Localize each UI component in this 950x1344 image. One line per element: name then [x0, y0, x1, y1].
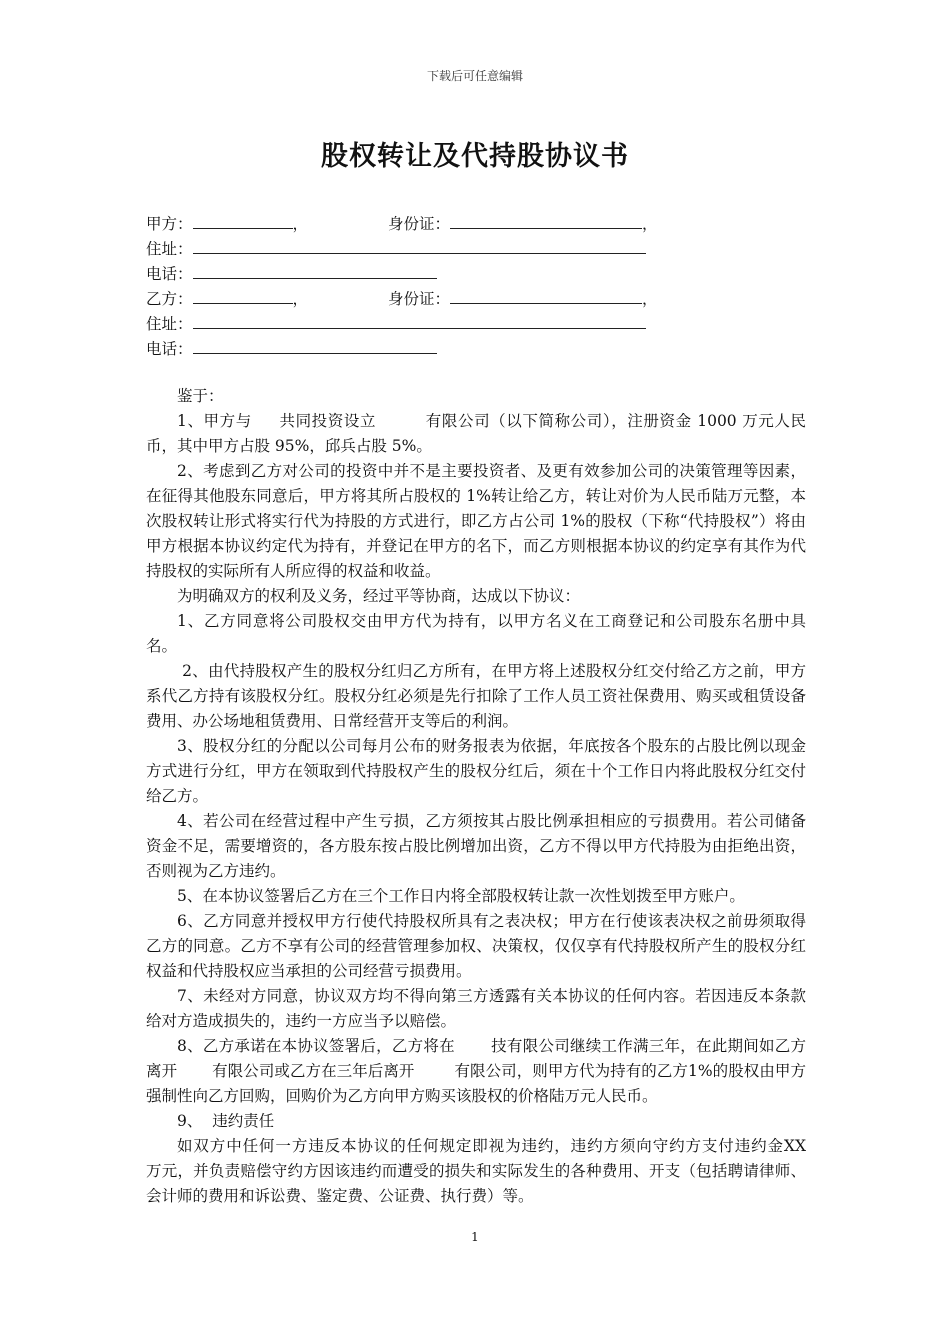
paragraph: 为明确双方的权利及义务，经过平等协商，达成以下协议： [177, 587, 581, 605]
party-b-label: 乙方： [146, 290, 193, 308]
paragraph: 2、考虑到乙方对公司的投资中并不是主要投资者、及更有效参加公司的决策管理等因素，在征得其他股东同意后，甲方将其所占股权的 1%转让给乙方，转让对价为人民币陆万元整，本次股权转让形式将实行代为持股的方式进行，即乙方占公司 1%的股权（下称“代持股权”）将由甲方根据本协议约定代为持有，并登记在甲方的名下，而乙方则根据本协议的约定享有其作为代持股权的实际所有人所应得的权益和收益。 [146, 462, 806, 580]
party-b-phone-blank[interactable] [193, 335, 437, 354]
header-note: 下载后可任意编辑 [426, 69, 523, 83]
party-b-address-blank[interactable] [193, 310, 646, 329]
clause: 2、由代持股权产生的股权分红归乙方所有，在甲方将上述股权分红交付给乙方之前，甲方系代乙方持有该股权分红。股权分红必须是先行扣除了工作人员工资社保费用、购买或租赁设备费用、办公场地租赁费用、日常经营开支等后的利润。 [146, 662, 806, 730]
party-a-address-label: 住址： [146, 240, 193, 258]
party-a-phone-label: 电话： [146, 265, 193, 283]
document-title: 股权转让及代持股协议书 [321, 141, 629, 172]
party-b-id-blank[interactable] [450, 285, 642, 304]
paragraph-whereas: 鉴于： [177, 387, 224, 405]
comma: ， [642, 215, 658, 233]
clause: 8、乙方承诺在本协议签署后，乙方将在 技有限公司继续工作满三年，在此期间如乙方离开 有限公司或乙方在三年后离开 有限公司，则甲方代为持有的乙方1%的股权由甲方强制性向乙方回购，回购价为乙方向甲方购买该股权的价格陆万元人民币。 [146, 1037, 806, 1105]
party-b-address-label: 住址： [146, 315, 193, 333]
party-a-label: 甲方： [146, 215, 193, 233]
party-b-id-label: 身份证： [388, 290, 451, 308]
party-a-phone-blank[interactable] [193, 260, 437, 279]
party-a-address-row [146, 235, 816, 260]
party-b-phone-label: 电话： [146, 340, 193, 358]
clause-heading: 9、 违约责任 [177, 1112, 275, 1130]
comma: ， [642, 290, 658, 308]
comma: ， [292, 215, 309, 233]
party-a-phone-row [146, 260, 816, 285]
party-info-form [146, 210, 816, 360]
clause: 4、若公司在经营过程中产生亏损，乙方须按其占股比例承担相应的亏损费用。若公司储备资金不足，需要增资的，各方股东按占股比例增加出资，乙方不得以甲方代持股为由拒绝出资，否则视为乙方违约。 [146, 812, 806, 880]
agreement-body [146, 384, 836, 1209]
clause: 3、股权分红的分配以公司每月公布的财务报表为依据，年底按各个股东的占股比例以现金方式进行分红，甲方在领取到代持股权产生的股权分红后，须在十个工作日内将此股权分红交付给乙方。 [146, 737, 806, 805]
clause: 如双方中任何一方违反本协议的任何规定即视为违约，违约方须向守约方支付违约金XX 万元，并负责赔偿守约方因该违约而遭受的损失和实际发生的各种费用、开支（包括聘请律师、会计师的费用和诉讼费、鉴定费、公证费、执行费）等。 [146, 1137, 836, 1205]
party-b-row [146, 285, 816, 310]
party-a-id-blank[interactable] [450, 210, 642, 229]
party-b-name-blank[interactable] [193, 285, 293, 304]
page-number: 1 [471, 1230, 479, 1244]
clause: 7、未经对方同意，协议双方均不得向第三方透露有关本协议的任何内容。若因违反本条款给对方造成损失的，违约一方应当予以赔偿。 [146, 987, 806, 1030]
party-a-name-blank[interactable] [193, 210, 293, 229]
party-b-address-row [146, 310, 816, 335]
party-a-id-label: 身份证： [388, 215, 451, 233]
party-b-phone-row [146, 335, 816, 360]
clause: 1、乙方同意将公司股权交由甲方代为持有，以甲方名义在工商登记和公司股东名册中具名。 [146, 612, 806, 655]
paragraph: 1、甲方与 共同投资设立 有限公司（以下简称公司），注册资金 1000 万元人民币，其中甲方占股 95%，邱兵占股 5%。 [146, 412, 806, 455]
party-a-address-blank[interactable] [193, 235, 646, 254]
clause: 6、乙方同意并授权甲方行使代持股权所具有之表决权；甲方在行使该表决权之前毋须取得乙方的同意。乙方不享有公司的经营管理参加权、决策权，仅仅享有代持股权所产生的股权分红权益和代持股权应当承担的公司经营亏损费用。 [146, 912, 806, 980]
comma: ， [292, 290, 309, 308]
party-a-row [146, 210, 816, 235]
clause: 5、在本协议签署后乙方在三个工作日内将全部股权转让款一次性划拨至甲方账户。 [177, 887, 745, 905]
